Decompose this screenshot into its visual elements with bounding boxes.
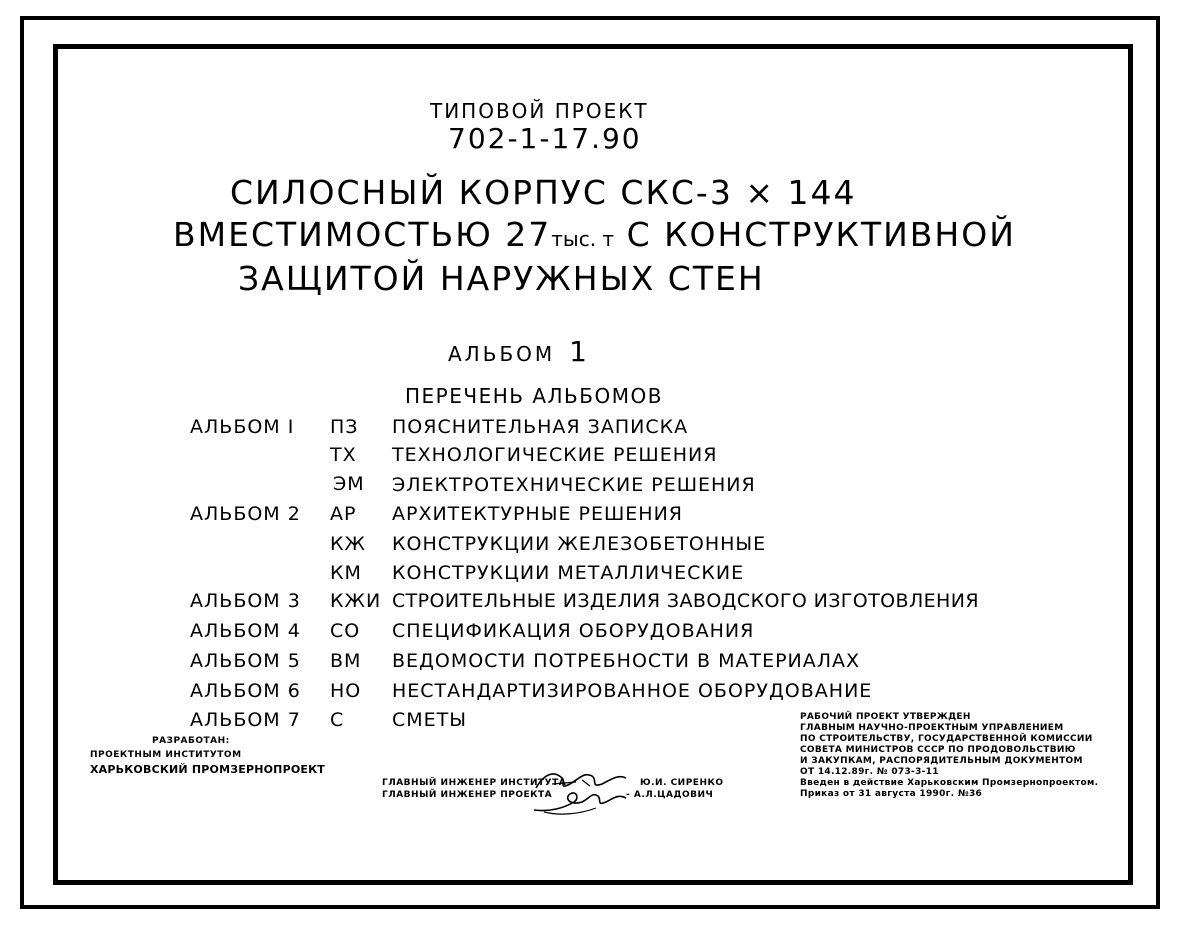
title-line-2-unit: тыс. т [551, 227, 615, 251]
album-row-name: ЭЛЕКТРОТЕХНИЧЕСКИЕ РЕШЕНИЯ [392, 474, 756, 496]
album-row-code: КМ [330, 562, 362, 584]
album-row-album: АЛЬБОМ 7 [190, 709, 301, 731]
album-heading [448, 335, 590, 368]
album-row-code: СО [330, 620, 361, 642]
chief-engineer-project-name: - А.Л.ЦАДОВИЧ [626, 790, 714, 800]
album-heading-label: АЛЬБОМ [448, 342, 556, 366]
album-list-title: ПЕРЕЧЕНЬ АЛЬБОМОВ [405, 384, 663, 408]
album-row-code: КЖ [330, 533, 366, 555]
project-type-label: ТИПОВОЙ ПРОЕКТ [430, 99, 649, 123]
title-line-2-part-b: С КОНСТРУКТИВНОЙ [626, 215, 1016, 254]
album-row-name: СМЕТЫ [392, 709, 468, 731]
approval-line: Приказ от 31 августа 1990г. №36 [800, 789, 983, 799]
album-row-code: ЭМ [333, 473, 365, 495]
title-line-2 [173, 215, 1016, 254]
album-heading-number: 1 [569, 335, 590, 368]
title-line-3: ЗАЩИТОЙ НАРУЖНЫХ СТЕН [238, 259, 765, 298]
chief-engineer-project-role: ГЛАВНЫЙ ИНЖЕНЕР ПРОЕКТА [382, 790, 553, 800]
developer-line-2: ХАРЬКОВСКИЙ ПРОМЗЕРНОПРОЕКТ [90, 763, 326, 776]
album-row-name: АРХИТЕКТУРНЫЕ РЕШЕНИЯ [392, 503, 684, 525]
album-row-name: ВЕДОМОСТИ ПОТРЕБНОСТИ В МАТЕРИАЛАХ [392, 650, 861, 672]
approval-line: РАБОЧИЙ ПРОЕКТ УТВЕРЖДЕН [800, 712, 971, 722]
album-row-name: НЕСТАНДАРТИЗИРОВАННОЕ ОБОРУДОВАНИЕ [392, 680, 873, 702]
approval-line: И ЗАКУПКАМ, РАСПОРЯДИТЕЛЬНЫМ ДОКУМЕНТОМ [800, 756, 1083, 766]
developer-label: РАЗРАБОТАН: [152, 736, 230, 746]
album-row-album: АЛЬБОМ 4 [190, 620, 301, 642]
album-row-album: АЛЬБОМ 3 [190, 590, 301, 612]
developer-line-1: ПРОЕКТНЫМ ИНСТИТУТОМ [90, 750, 242, 760]
album-row-code: ПЗ [330, 416, 359, 438]
album-row-album: АЛЬБОМ 6 [190, 680, 301, 702]
chief-engineer-institute-name: Ю.И. СИРЕНКО [640, 778, 724, 788]
album-row-code: ТХ [330, 444, 357, 466]
album-row-code: КЖИ [330, 590, 382, 612]
album-row-name: КОНСТРУКЦИИ ЖЕЛЕЗОБЕТОННЫЕ [392, 533, 767, 555]
album-row-name: ПОЯСНИТЕЛЬНАЯ ЗАПИСКА [392, 416, 689, 438]
album-row-name: КОНСТРУКЦИИ МЕТАЛЛИЧЕСКИЕ [392, 562, 745, 584]
approval-line: СОВЕТА МИНИСТРОВ СССР ПО ПРОДОВОЛЬСТВИЮ [800, 745, 1076, 755]
album-row-album: АЛЬБОМ 2 [190, 503, 301, 525]
album-row-name: СПЕЦИФИКАЦИЯ ОБОРУДОВАНИЯ [392, 620, 755, 642]
album-row-name: ТЕХНОЛОГИЧЕСКИЕ РЕШЕНИЯ [392, 444, 718, 466]
album-row-album: АЛЬБОМ I [190, 416, 295, 438]
album-row-code: НО [330, 680, 362, 702]
title-line-1: СИЛОСНЫЙ КОРПУС СКС-3 × 144 [230, 173, 857, 212]
project-number: 702-1-17.90 [448, 122, 642, 155]
album-row-code: С [330, 709, 345, 731]
album-row-name: СТРОИТЕЛЬНЫЕ ИЗДЕЛИЯ ЗАВОДСКОГО ИЗГОТОВЛЕНИЯ [392, 590, 979, 612]
album-row-code: ВМ [330, 650, 362, 672]
signature-project-icon [530, 782, 630, 818]
approval-note [800, 712, 1098, 800]
approval-line: Введен в действие Харьковским Промзернопроектом. [800, 778, 1099, 788]
album-row-album: АЛЬБОМ 5 [190, 650, 301, 672]
approval-line: ОТ 14.12.89г. № 073-3-11 [800, 767, 939, 777]
title-line-2-part-a: ВМЕСТИМОСТЬЮ 27 [173, 215, 552, 254]
approval-line: ПО СТРОИТЕЛЬСТВУ, ГОСУДАРСТВЕННОЙ КОМИССИИ [800, 734, 1093, 744]
album-row-code: АР [330, 503, 357, 525]
chief-engineer-institute-role: ГЛАВНЫЙ ИНЖЕНЕР ИНСТИТУТА [382, 778, 567, 788]
approval-line: ГЛАВНЫМ НАУЧНО-ПРОЕКТНЫМ УПРАВЛЕНИЕМ [800, 723, 1064, 733]
